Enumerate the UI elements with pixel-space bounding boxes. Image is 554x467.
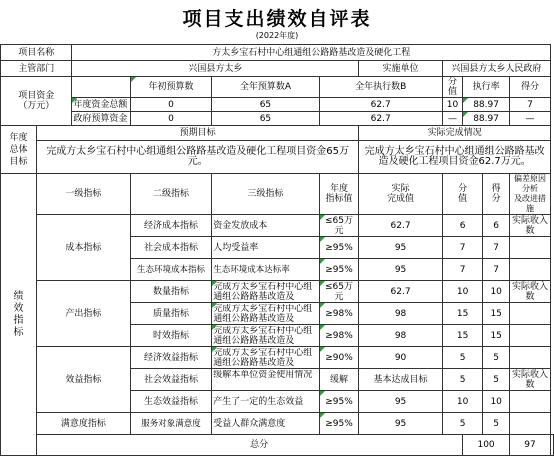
impl-value: 兴国县方太乡人民政府	[442, 61, 550, 77]
level3-cell	[212, 281, 319, 303]
level1-output: 产出指标	[37, 281, 131, 347]
actual-cell: 95	[359, 237, 442, 259]
indicator-row	[1, 347, 554, 369]
value-cell: 15	[442, 325, 483, 347]
score-cell: 10	[483, 391, 509, 413]
goals-header-row	[1, 126, 554, 141]
actual-cell: 基本达成目标	[359, 369, 442, 391]
impl-label: 实施单位	[359, 61, 442, 77]
actual-cell: 62.7	[359, 281, 442, 303]
level2-cell: 时效指标	[130, 325, 211, 347]
value-cell: 5	[442, 413, 483, 435]
value-cell: 5	[442, 347, 483, 369]
indicator-row	[1, 413, 554, 435]
target-cell: ≥98%	[319, 325, 359, 347]
level2-cell: 数量指标	[130, 281, 211, 303]
total-value: 100	[463, 435, 510, 456]
funds-row-rate: 88.97	[463, 112, 510, 126]
actual-cell: 62.7	[359, 215, 442, 237]
note-cell	[509, 413, 550, 435]
level3-cell	[212, 347, 319, 369]
note-cell: 实际收入数	[509, 281, 550, 303]
header-level1: 一级指标	[37, 174, 131, 215]
header-score: 得 分	[483, 174, 509, 215]
value-cell: 7	[442, 237, 483, 259]
actual-cell: 90	[359, 347, 442, 369]
project-name-row	[1, 45, 554, 61]
indicators-header-row	[1, 174, 554, 215]
value-cell: 10	[442, 391, 483, 413]
page-title: 项目支出绩效自评表	[182, 8, 372, 30]
goals-expected: 完成方太乡宝石村中心组通组公路路基改造及硬化工程项目资金65万元。	[37, 141, 359, 174]
value-cell: 10	[442, 281, 483, 303]
evaluation-table	[0, 44, 554, 456]
level1-cost: 成本指标	[37, 215, 131, 281]
goals-content-row	[1, 141, 554, 174]
score-cell: 6	[483, 215, 509, 237]
indicators-section-label: 绩 效 指 标	[1, 174, 37, 456]
actual-cell: 95	[359, 413, 442, 435]
level3-text: 完成方太乡宝石村中心组通组公路路基改造及	[213, 325, 313, 346]
target-cell: ≤65万元	[319, 215, 359, 237]
actual-cell: 98	[359, 325, 442, 347]
target-cell: ≥95%	[319, 259, 359, 281]
level3-cell: 资金发放成本	[212, 215, 319, 237]
funds-row-score-value: 10	[442, 98, 463, 112]
header-level2: 二级指标	[130, 174, 211, 215]
funds-row-initial: 0	[130, 98, 211, 112]
note-cell	[509, 237, 550, 259]
page-subtitle: (2022年度)	[255, 31, 299, 40]
dept-value: 兴国县方太乡	[72, 61, 359, 77]
level3-cell	[212, 303, 319, 325]
level3-text: 完成方太乡宝石村中心组通组公路路基改造及	[213, 347, 313, 368]
level2-cell: 社会效益指标	[130, 369, 211, 391]
actual-cell: 95	[359, 391, 442, 413]
funds-row-annual: 65	[212, 112, 319, 126]
level3-cell	[212, 369, 319, 391]
level3-cell: 产生了一定的生态效益	[212, 391, 319, 413]
level3-cell	[212, 325, 319, 347]
total-blank	[551, 435, 554, 456]
score-cell: 7	[483, 237, 509, 259]
header-target: 年度 指标值	[319, 174, 359, 215]
funds-row-exec: 62.7	[319, 98, 442, 112]
funds-label: 项目资金 （万元）	[1, 77, 72, 126]
note-cell	[509, 391, 550, 413]
score-cell: 15	[483, 325, 509, 347]
actual-cell: 98	[359, 303, 442, 325]
score-cell: 10	[483, 281, 509, 303]
note-cell	[509, 347, 550, 369]
total-score: 97	[509, 435, 550, 456]
funds-blank-header	[72, 77, 130, 98]
funds-header-exec: 全年执行数B	[319, 77, 442, 98]
score-cell: 15	[483, 303, 509, 325]
funds-row	[1, 98, 554, 112]
actual-cell: 95	[359, 259, 442, 281]
funds-row-name: 政府预算资金	[72, 112, 130, 126]
score-cell: 5	[483, 369, 509, 391]
target-cell: 缓解	[319, 369, 359, 391]
total-label: 总分	[37, 435, 463, 456]
funds-header-rate: 执行率	[463, 77, 510, 98]
funds-row-exec: 62.7	[319, 112, 442, 126]
goals-actual: 完成方太乡宝石村中心组通组公路路基改造及硬化工程项目资金62.7万元。	[359, 141, 551, 174]
header-actual: 实际 完成值	[359, 174, 442, 215]
target-cell: ≥90%	[319, 347, 359, 369]
value-cell: 5	[442, 369, 483, 391]
value-cell: 6	[442, 215, 483, 237]
level2-cell: 经济效益指标	[130, 347, 211, 369]
target-cell: ≥95%	[319, 391, 359, 413]
project-name-label: 项目名称	[1, 45, 72, 61]
header-level3: 三级指标	[212, 174, 319, 215]
goals-label: 年度 总体 目标	[1, 126, 37, 174]
project-name-value: 方太乡宝石村中心组通组公路路基改造及硬化工程	[72, 45, 551, 61]
funds-header-initial: 年初预算数	[130, 77, 211, 98]
level1-benefit: 效益指标	[37, 347, 131, 413]
score-cell: 5	[483, 413, 509, 435]
target-cell: ≤65万元	[319, 281, 359, 303]
level3-cell: 生态环境成本达标率	[212, 259, 319, 281]
dept-row	[1, 61, 554, 77]
funds-row-score-value: —	[442, 112, 463, 126]
indicator-row	[1, 281, 554, 303]
score-cell: 5	[483, 347, 509, 369]
funds-row-annual: 65	[212, 98, 319, 112]
header-value: 分 值	[442, 174, 483, 215]
funds-row-score: 7	[509, 98, 550, 112]
level2-cell: 生态环境成本指标	[130, 259, 211, 281]
funds-row	[1, 112, 554, 126]
note-cell	[509, 325, 550, 347]
funds-row-score: —	[509, 112, 550, 126]
level3-cell: 受益人群众满意度	[212, 413, 319, 435]
funds-header-row	[1, 77, 554, 98]
level2-cell: 服务对象满意度	[130, 413, 211, 435]
funds-header-annual: 全年预算数A	[212, 77, 319, 98]
note-cell	[509, 303, 550, 325]
score-cell: 7	[483, 259, 509, 281]
funds-row-initial: 0	[130, 112, 211, 126]
value-cell: 7	[442, 259, 483, 281]
funds-header-score: 得分	[509, 77, 550, 98]
total-row	[1, 435, 554, 456]
target-cell: ≥95%	[319, 413, 359, 435]
level3-text: 缓解本单位资金使用情况	[213, 369, 313, 380]
funds-header-value: 分值	[442, 77, 463, 98]
funds-row-name: 年度资金总额	[72, 98, 130, 112]
target-cell: ≥98%	[319, 303, 359, 325]
note-cell: 实际收入数	[509, 369, 550, 391]
note-cell	[509, 259, 550, 281]
funds-row-rate: 88.97	[463, 98, 510, 112]
level1-satisfaction: 满意度指标	[37, 413, 131, 435]
level3-cell: 人均受益率	[212, 237, 319, 259]
level2-cell: 社会成本指标	[130, 237, 211, 259]
dept-label: 主管部门	[1, 61, 72, 77]
note-cell: 实际收入数	[509, 215, 550, 237]
level3-text: 完成方太乡宝石村中心组通组公路路基改造及	[213, 303, 313, 324]
level2-cell: 经济成本指标	[130, 215, 211, 237]
level3-text: 完成方太乡宝石村中心组通组公路路基改造及	[213, 281, 313, 302]
level2-cell: 生态效益指标	[130, 391, 211, 413]
value-cell: 15	[442, 303, 483, 325]
goals-expected-header: 预期目标	[37, 126, 359, 141]
goals-actual-header: 实际完成情况	[359, 126, 551, 141]
indicator-row	[1, 215, 554, 237]
header-note: 偏差原因分析 及改进措施	[509, 174, 550, 215]
target-cell: ≥95%	[319, 237, 359, 259]
level2-cell: 质量指标	[130, 303, 211, 325]
